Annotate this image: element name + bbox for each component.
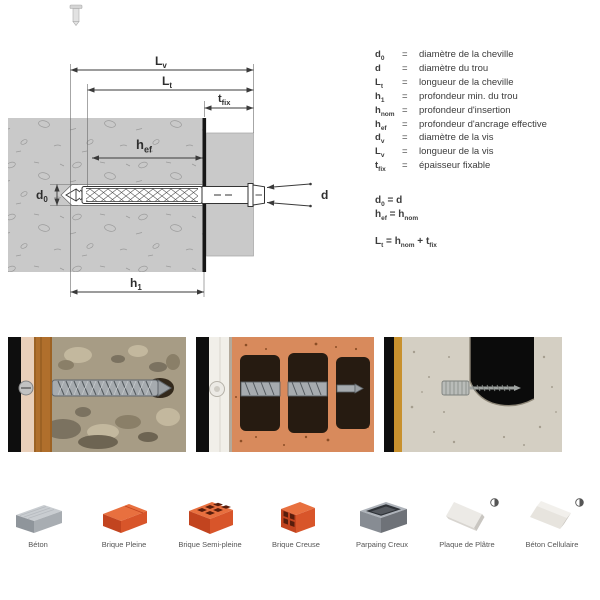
legend-row: $d_0$ = diamètre de la cheville [375, 49, 514, 62]
formula-d0-d: $d_0 = d$ [375, 195, 403, 208]
beton-icon [0, 496, 80, 536]
half-circle-badge [575, 494, 584, 512]
small-screw-glyph [70, 5, 82, 26]
material-label: Béton Cellulaire [525, 540, 579, 549]
material-beton-cellulaire [510, 496, 594, 549]
photo-anchor-in-cellular-block [384, 337, 562, 452]
legend-row: $h_{ef}$ = profondeur d'ancrage effective [375, 118, 547, 132]
screw-head-photo1 [19, 381, 33, 395]
material-label: Brique Semi-pleine [178, 540, 242, 549]
anchor-photo1 [52, 380, 171, 396]
material-brique-creuse [254, 496, 338, 549]
material-parpaing-creux [340, 496, 424, 549]
material-label: Brique Creuse [272, 540, 320, 549]
formula-hef-hnom: $h_{ef} = h_{nom}$ [375, 209, 419, 222]
screw-head-photo2 [210, 382, 225, 397]
brique-creuse-icon [254, 496, 338, 536]
photo-anchor-in-hollow-brick [196, 337, 374, 452]
legend-row: $L_v$ = longueur de la vis [375, 146, 494, 160]
formulas [375, 194, 437, 249]
ochre-strip [394, 337, 402, 452]
anchor-cross-section-diagram [0, 0, 370, 320]
label-h1: $h_1$ [130, 276, 142, 292]
formula-lt: $L_t = h_{nom} + t_{fix}$ [375, 236, 437, 249]
wood-batten [34, 337, 52, 452]
parpaing-creux-icon [340, 496, 424, 536]
beton-cellulaire-icon [510, 496, 594, 536]
material-brique-semi-pleine [168, 496, 252, 549]
photo-anchor-in-concrete [8, 337, 186, 452]
legend-row: $L_t$ = longueur de la cheville [375, 76, 514, 90]
legend-row: $t_{fix}$ = épaisseur fixable [375, 160, 491, 174]
half-circle-badge [490, 494, 499, 512]
label-hef: $h_{ef}$ [136, 137, 152, 155]
legend-row: $h_1$ = profondeur min. du trou [375, 90, 518, 104]
label-lt: $L_t$ [162, 74, 173, 90]
brique-semi-pleine-icon [168, 496, 252, 536]
anchor-drawing [66, 184, 265, 207]
material-label: Plaque de Plâtre [439, 540, 495, 549]
legend [375, 48, 597, 173]
material-beton [0, 496, 80, 549]
d-leader-lines [267, 183, 312, 208]
photo-black-edge [196, 337, 209, 452]
material-label: Brique Pleine [101, 540, 147, 549]
legend-row: d = diamètre du trou [375, 62, 489, 74]
anchor-collar [248, 184, 253, 207]
plaque-de-platre-icon [425, 496, 509, 536]
legend-row: $d_v$ = diamètre de la vis [375, 132, 494, 146]
label-lv: $L_v$ [155, 54, 167, 70]
material-label: Parpaing Creux [355, 540, 409, 549]
label-tfix: $t_{fix}$ [218, 93, 231, 107]
photo-black-edge [384, 337, 394, 452]
label-d: d [321, 188, 329, 202]
photo-black-edge [8, 337, 21, 452]
label-d0: $d_0$ [36, 188, 48, 204]
material-label: Béton [28, 540, 48, 549]
legend-row: $h_{nom}$ = profondeur d'insertion [375, 104, 511, 118]
brique-pleine-icon [82, 496, 166, 536]
material-brique-pleine [82, 496, 166, 549]
material-plaque-de-platre [425, 496, 509, 549]
